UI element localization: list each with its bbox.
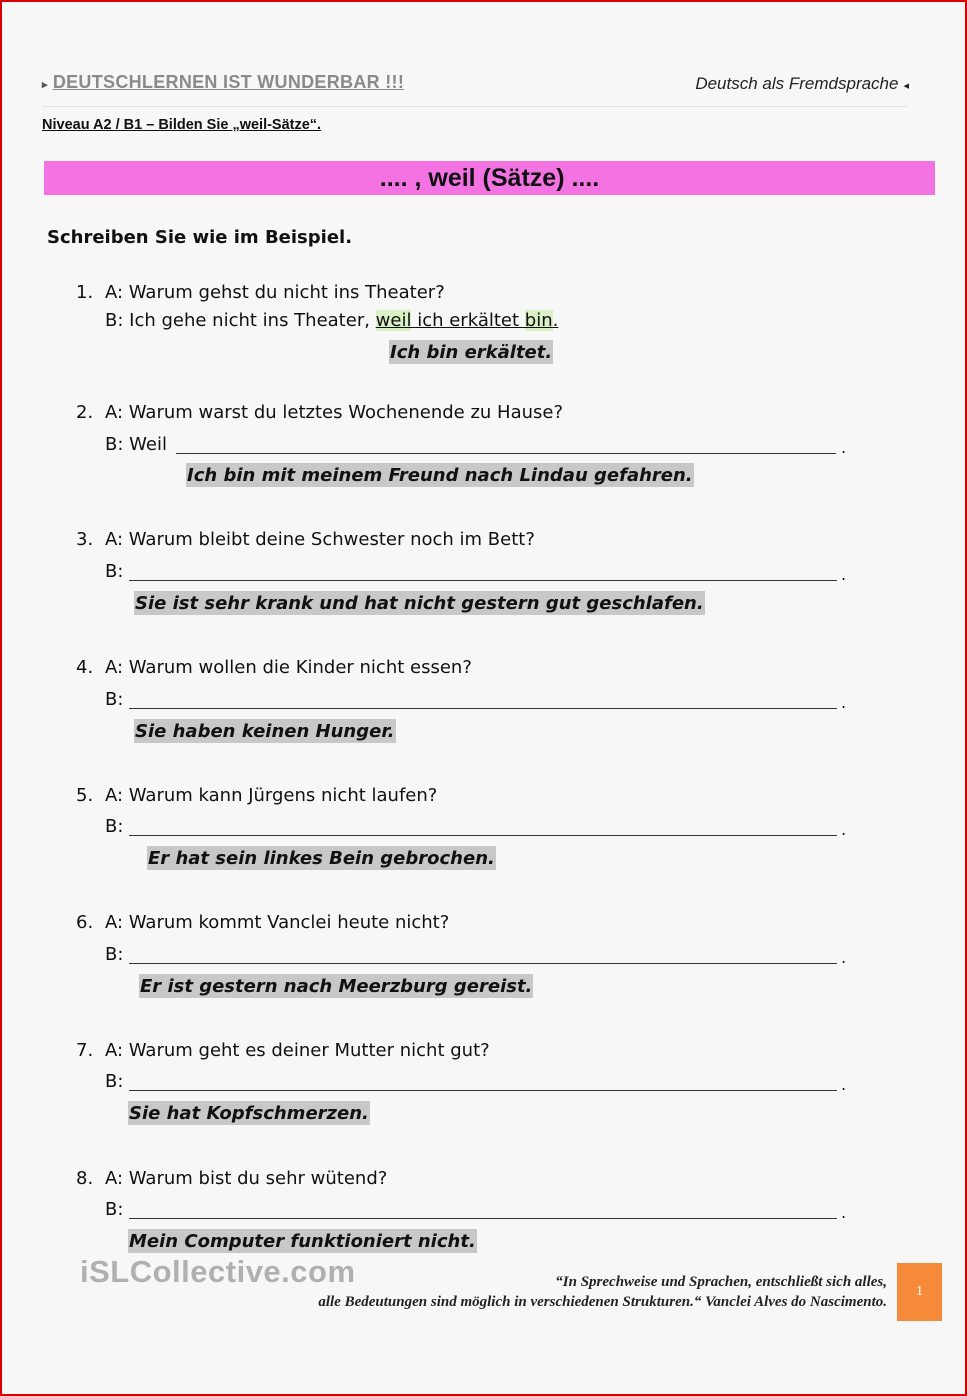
question-number: 5. xyxy=(76,785,94,806)
example-b-end: . xyxy=(552,310,559,331)
title-banner: .... , weil (Sätze) .... xyxy=(44,161,935,195)
answer-blank-line[interactable] xyxy=(129,963,837,964)
answer-hint: Mein Computer funktioniert nicht. xyxy=(129,1231,476,1252)
answer-b-label: B: xyxy=(105,689,124,710)
answer-hint: Sie hat Kopfschmerzen. xyxy=(129,1103,369,1124)
answer-blank-line[interactable] xyxy=(129,580,837,581)
question-a: A: Warum bleibt deine Schwester noch im Bett? xyxy=(105,529,535,550)
answer-b-label: B: xyxy=(105,1071,124,1092)
question-number: 1. xyxy=(76,282,94,303)
instruction: Schreiben Sie wie im Beispiel. xyxy=(47,227,353,248)
answer-blank-line[interactable] xyxy=(129,1090,837,1091)
niveau-line: Niveau A2 / B1 – Bilden Sie „weil-Sätze“. xyxy=(42,117,322,133)
answer-hint: Sie ist sehr krank und hat nicht gestern gut geschlafen. xyxy=(135,593,704,614)
example-b-weil: weil xyxy=(375,310,412,331)
answer-b-label: B: xyxy=(105,816,124,837)
answer-hint: Ich bin mit meinem Freund nach Lindau gefahren. xyxy=(187,465,693,486)
header-right-title xyxy=(695,74,909,94)
answer-hint: Er ist gestern nach Meerzburg gereist. xyxy=(140,976,533,997)
header-left-text: DEUTSCHLERNEN IST WUNDERBAR !!! xyxy=(52,72,405,92)
question-a: A: Warum gehst du nicht ins Theater? xyxy=(105,282,445,303)
answer-blank-line[interactable] xyxy=(129,708,837,709)
answer-b-label: B: xyxy=(105,1199,124,1220)
period: . xyxy=(841,820,847,839)
period: . xyxy=(841,1203,847,1222)
example-answer-line xyxy=(105,310,558,331)
quote-line-1: “In Sprechweise und Sprachen, entschließt sich alles, xyxy=(555,1274,887,1290)
example-b-prefix: B: Ich gehe nicht ins Theater, xyxy=(105,310,376,331)
triangle-right-icon: ▸ xyxy=(42,79,48,91)
answer-hint: Ich bin erkältet. xyxy=(390,342,553,363)
answer-b-label: B: xyxy=(105,944,124,965)
answer-hint: Sie haben keinen Hunger. xyxy=(135,721,395,742)
period: . xyxy=(841,948,847,967)
triangle-left-icon: ◂ xyxy=(903,80,909,92)
example-b-bin: bin xyxy=(524,310,553,331)
answer-b-label: B: xyxy=(105,561,124,582)
question-number: 6. xyxy=(76,912,94,933)
question-a: A: Warum kann Jürgens nicht laufen? xyxy=(105,785,438,806)
islcollective-logo: iSLCollective.com xyxy=(80,1254,356,1289)
header-divider xyxy=(42,106,907,107)
question-number: 4. xyxy=(76,657,94,678)
question-number: 2. xyxy=(76,402,94,423)
question-number: 3. xyxy=(76,529,94,550)
header-right-text: Deutsch als Fremdsprache xyxy=(695,74,899,93)
period: . xyxy=(841,1075,847,1094)
example-b-mid: ich erkältet xyxy=(411,310,525,331)
question-number: 7. xyxy=(76,1040,94,1061)
period: . xyxy=(841,693,847,712)
header-left-title xyxy=(42,72,404,93)
question-a: A: Warum kommt Vanclei heute nicht? xyxy=(105,912,450,933)
question-number: 8. xyxy=(76,1168,94,1189)
question-a: A: Warum geht es deiner Mutter nicht gut? xyxy=(105,1040,490,1061)
answer-b-label: B: Weil xyxy=(105,434,167,455)
answer-hint: Er hat sein linkes Bein gebrochen. xyxy=(148,848,495,869)
question-a: A: Warum wollen die Kinder nicht essen? xyxy=(105,657,472,678)
answer-blank-line[interactable] xyxy=(129,835,837,836)
question-a: A: Warum warst du letztes Wochenende zu Hause? xyxy=(105,402,564,423)
quote-line-2: alle Bedeutungen sind möglich in verschiedenen Strukturen.“ Vanclei Alves do Nascimento. xyxy=(318,1294,887,1310)
question-a: A: Warum bist du sehr wütend? xyxy=(105,1168,388,1189)
answer-blank-line[interactable] xyxy=(129,1218,837,1219)
period: . xyxy=(841,565,847,584)
period: . xyxy=(841,438,847,457)
answer-blank-line[interactable] xyxy=(176,453,836,454)
page-number-badge: 1 xyxy=(897,1263,942,1321)
